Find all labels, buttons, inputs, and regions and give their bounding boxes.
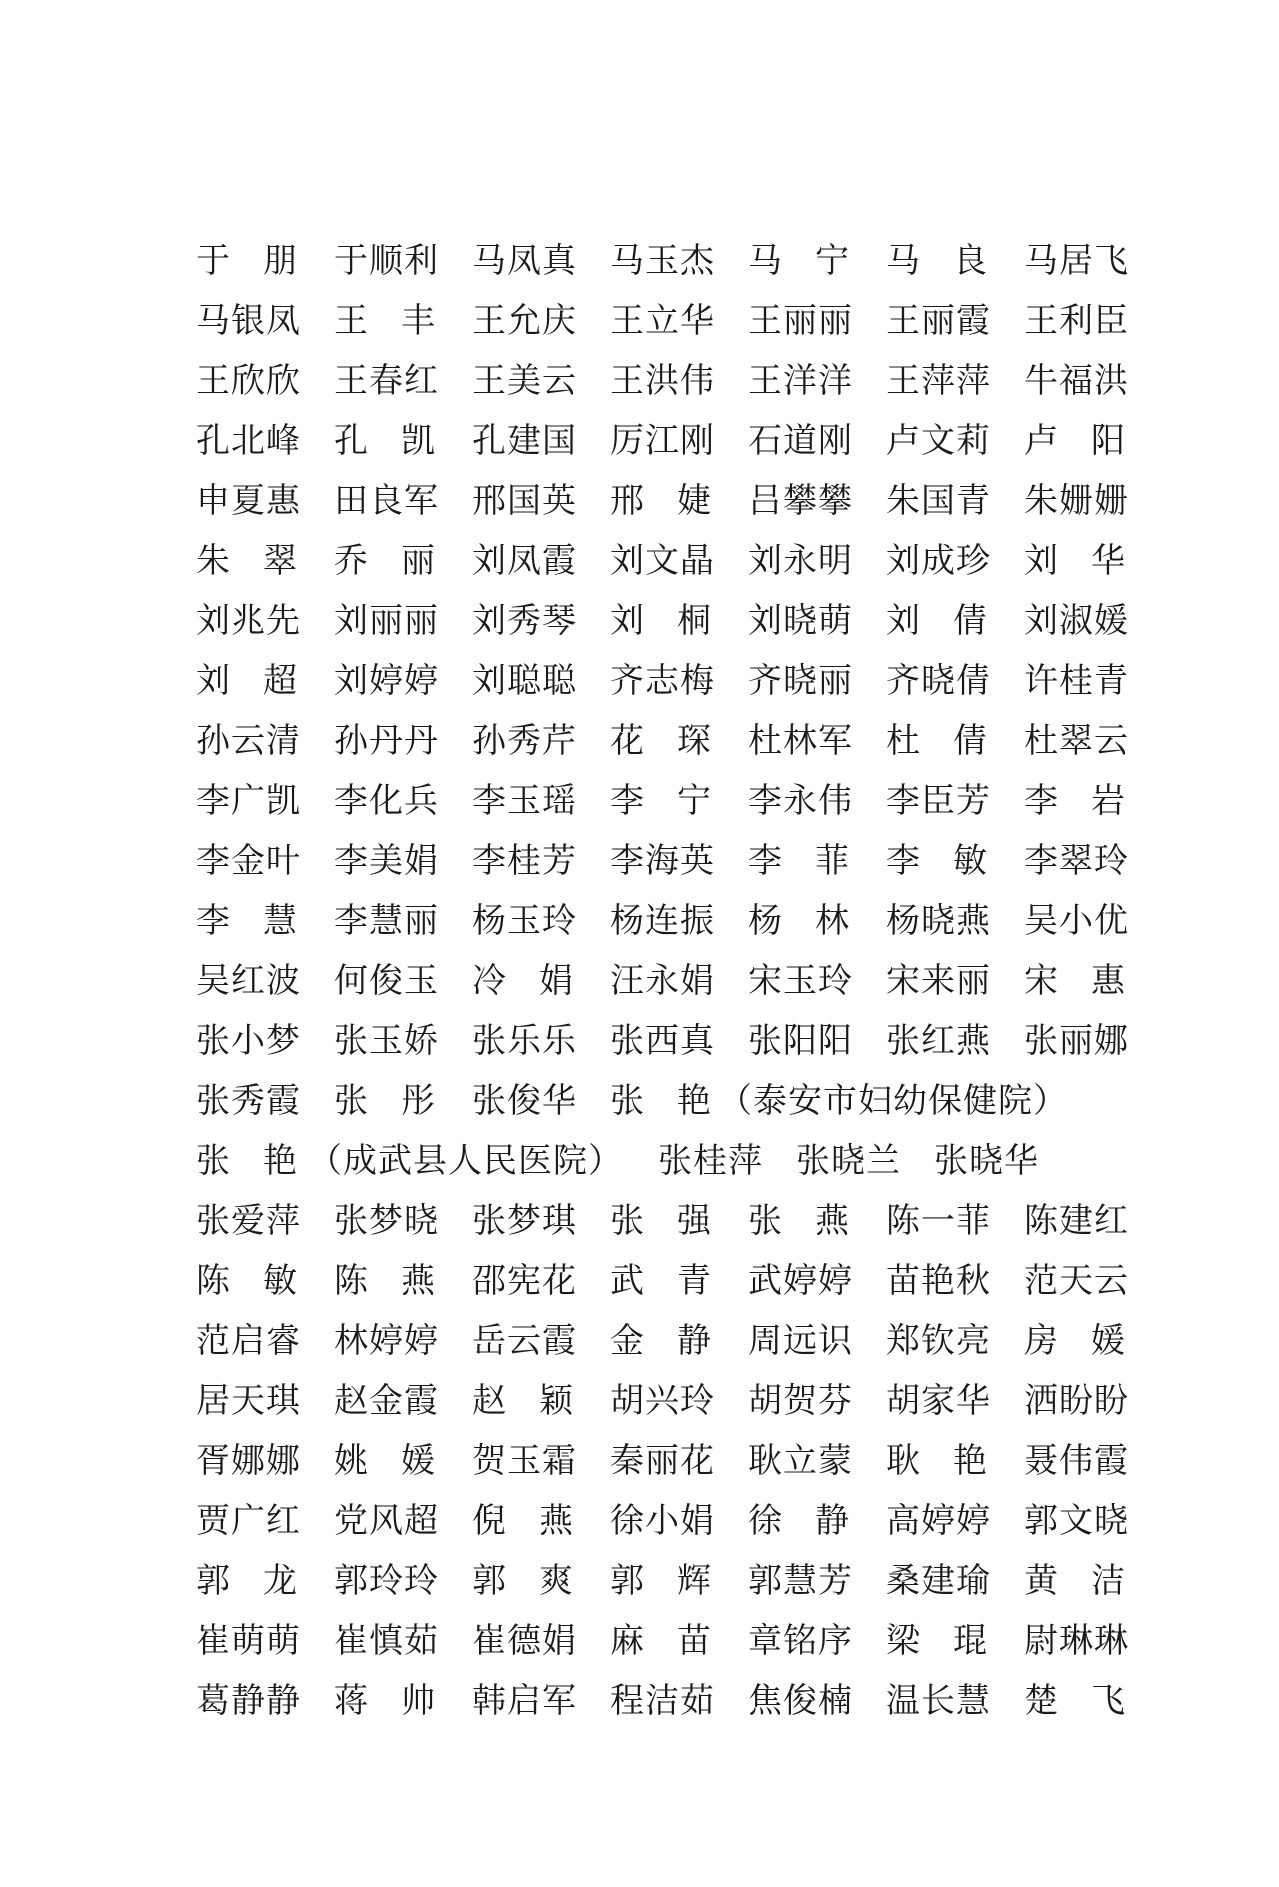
- name-row: [196, 777, 1136, 837]
- person-name: 张梦琪: [472, 1201, 577, 1241]
- person-name: 张爱萍: [196, 1201, 301, 1241]
- person-name: 王立华: [610, 301, 715, 341]
- person-name: 张阳阳: [748, 1021, 853, 1061]
- person-name: 孙云清: [196, 721, 301, 761]
- person-name: 孔 凯: [334, 421, 436, 461]
- person-name: 杨玉玲: [472, 901, 577, 941]
- person-name: 田良军: [334, 481, 439, 521]
- person-name: 胡贺芬: [748, 1381, 853, 1421]
- person-name: 齐志梅: [610, 661, 715, 701]
- person-name: 朱姗姗: [1024, 481, 1129, 521]
- person-name: 秦丽花: [610, 1441, 715, 1481]
- person-name: 王春红: [334, 361, 439, 401]
- person-name: 汪永娟: [610, 961, 715, 1001]
- name-row: [196, 1557, 1136, 1617]
- person-name: 耿 艳: [886, 1441, 988, 1481]
- person-name: 胥娜娜: [196, 1441, 301, 1481]
- person-name: 张小梦: [196, 1021, 301, 1061]
- person-name: 尉琳琳: [1024, 1621, 1129, 1661]
- person-name: 张玉娇: [334, 1021, 439, 1061]
- person-name: 刘丽丽: [334, 601, 439, 641]
- person-name: 林婷婷: [334, 1321, 439, 1361]
- person-name: 李 菲: [748, 841, 850, 881]
- person-name: 于 朋: [196, 241, 298, 281]
- person-name: 张西真: [610, 1021, 715, 1061]
- affiliation-note: （成武县人民医院）: [308, 1141, 623, 1181]
- person-name: 苗艳秋: [886, 1261, 991, 1301]
- person-name: 宋玉玲: [748, 961, 853, 1001]
- person-name: 杨连振: [610, 901, 715, 941]
- person-name: 梁 琨: [886, 1621, 988, 1661]
- person-name: 程洁茹: [610, 1681, 715, 1721]
- person-name: 卢文莉: [886, 421, 991, 461]
- person-name: 马 宁: [748, 241, 850, 281]
- person-name: 郭玲玲: [334, 1561, 439, 1601]
- name-row: [196, 1077, 1136, 1137]
- name-row: [196, 357, 1136, 417]
- person-name: 麻 苗: [610, 1621, 712, 1661]
- person-name: 孔建国: [472, 421, 577, 461]
- person-name: 李臣芳: [886, 781, 991, 821]
- person-name: 居天琪: [196, 1381, 301, 1421]
- person-name: 刘 倩: [886, 601, 988, 641]
- person-name: 花 琛: [610, 721, 712, 761]
- person-name: 杜翠云: [1024, 721, 1129, 761]
- person-name: 王洪伟: [610, 361, 715, 401]
- person-name: 石道刚: [748, 421, 853, 461]
- person-name: 张红燕: [886, 1021, 991, 1061]
- person-name: 吴小优: [1024, 901, 1129, 941]
- person-name: 杨 林: [748, 901, 850, 941]
- person-name: 倪 燕: [472, 1501, 574, 1541]
- person-name: 马玉杰: [610, 241, 715, 281]
- name-row: [196, 1497, 1136, 1557]
- person-name: 乔 丽: [334, 541, 436, 581]
- person-name: 刘文晶: [610, 541, 715, 581]
- person-name: 许桂青: [1024, 661, 1129, 701]
- person-name: 王萍萍: [886, 361, 991, 401]
- person-name: 张 艳: [610, 1081, 712, 1121]
- person-name: 李永伟: [748, 781, 853, 821]
- person-name: 刘聪聪: [472, 661, 577, 701]
- person-name: 陈一菲: [886, 1201, 991, 1241]
- name-row: [196, 837, 1136, 897]
- person-name: 桑建瑜: [886, 1561, 991, 1601]
- person-name: 黄 洁: [1024, 1561, 1126, 1601]
- person-name: 张丽娜: [1024, 1021, 1129, 1061]
- name-row: [196, 1437, 1136, 1497]
- person-name: 李慧丽: [334, 901, 439, 941]
- name-list: [196, 237, 1136, 1737]
- person-name: 吕攀攀: [748, 481, 853, 521]
- person-name: 张梦晓: [334, 1201, 439, 1241]
- name-row: [196, 1017, 1136, 1077]
- person-name: 王允庆: [472, 301, 577, 341]
- person-name: 张 强: [610, 1201, 712, 1241]
- person-name: 崔萌萌: [196, 1621, 301, 1661]
- person-name: 马居飞: [1024, 241, 1129, 281]
- person-name: 厉江刚: [610, 421, 715, 461]
- person-name: 党风超: [334, 1501, 439, 1541]
- person-name: 郭 爽: [472, 1561, 574, 1601]
- person-name: 李 敏: [886, 841, 988, 881]
- person-name: 王美云: [472, 361, 577, 401]
- person-name: 王利臣: [1024, 301, 1129, 341]
- person-name: 齐晓丽: [748, 661, 853, 701]
- person-name: 张桂萍: [658, 1141, 763, 1181]
- person-name: 齐晓倩: [886, 661, 991, 701]
- person-name: 蒋 帅: [334, 1681, 436, 1721]
- person-name: 李桂芳: [472, 841, 577, 881]
- name-row: [196, 597, 1136, 657]
- person-name: 刘 桐: [610, 601, 712, 641]
- name-row: [196, 1377, 1136, 1437]
- person-name: 朱 翠: [196, 541, 298, 581]
- person-name: 杜 倩: [886, 721, 988, 761]
- person-name: 张晓华: [934, 1141, 1039, 1181]
- person-name: 高婷婷: [886, 1501, 991, 1541]
- person-name: 房 媛: [1024, 1321, 1126, 1361]
- person-name: 马银凤: [196, 301, 301, 341]
- person-name: 张秀霞: [196, 1081, 301, 1121]
- person-name: 范天云: [1024, 1261, 1129, 1301]
- person-name: 杨晓燕: [886, 901, 991, 941]
- person-name: 周远识: [748, 1321, 853, 1361]
- person-name: 宋来丽: [886, 961, 991, 1001]
- person-name: 金 静: [610, 1321, 712, 1361]
- person-name: 王洋洋: [748, 361, 853, 401]
- person-name: 刘兆先: [196, 601, 301, 641]
- person-name: 郭文晓: [1024, 1501, 1129, 1541]
- person-name: 李美娟: [334, 841, 439, 881]
- person-name: 刘 超: [196, 661, 298, 701]
- person-name: 陈建红: [1024, 1201, 1129, 1241]
- person-name: 牛福洪: [1024, 361, 1129, 401]
- person-name: 王 丰: [334, 301, 436, 341]
- name-row: [196, 717, 1136, 777]
- person-name: 贺玉霜: [472, 1441, 577, 1481]
- person-name: 刘成珍: [886, 541, 991, 581]
- name-row: [196, 897, 1136, 957]
- person-name: 王丽霞: [886, 301, 991, 341]
- person-name: 张俊华: [472, 1081, 577, 1121]
- person-name: 崔德娟: [472, 1621, 577, 1661]
- person-name: 刘凤霞: [472, 541, 577, 581]
- person-name: 胡家华: [886, 1381, 991, 1421]
- person-name: 楚 飞: [1024, 1681, 1126, 1721]
- person-name: 郭 辉: [610, 1561, 712, 1601]
- person-name: 马凤真: [472, 241, 577, 281]
- person-name: 张 彤: [334, 1081, 436, 1121]
- person-name: 李化兵: [334, 781, 439, 821]
- name-row: [196, 1617, 1136, 1677]
- person-name: 刘永明: [748, 541, 853, 581]
- person-name: 贾广红: [196, 1501, 301, 1541]
- person-name: 韩启军: [472, 1681, 577, 1721]
- person-name: 焦俊楠: [748, 1681, 853, 1721]
- name-row: [196, 1317, 1136, 1377]
- name-row: [196, 297, 1136, 357]
- person-name: 陈 燕: [334, 1261, 436, 1301]
- person-name: 范启睿: [196, 1321, 301, 1361]
- person-name: 吴红波: [196, 961, 301, 1001]
- person-name: 赵金霞: [334, 1381, 439, 1421]
- name-row: [196, 417, 1136, 477]
- person-name: 赵 颖: [472, 1381, 574, 1421]
- person-name: 冷 娟: [472, 961, 574, 1001]
- name-row: [196, 657, 1136, 717]
- person-name: 岳云霞: [472, 1321, 577, 1361]
- person-name: 邢国英: [472, 481, 577, 521]
- person-name: 武婷婷: [748, 1261, 853, 1301]
- person-name: 章铭序: [748, 1621, 853, 1661]
- person-name: 李 宁: [610, 781, 712, 821]
- person-name: 李广凯: [196, 781, 301, 821]
- person-name: 张乐乐: [472, 1021, 577, 1061]
- name-row: [196, 1677, 1136, 1737]
- person-name: 李 岩: [1024, 781, 1126, 821]
- person-name: 李 慧: [196, 901, 298, 941]
- person-name: 张 燕: [748, 1201, 850, 1241]
- name-row: [196, 957, 1136, 1017]
- person-name: 张晓兰: [796, 1141, 901, 1181]
- person-name: 李海英: [610, 841, 715, 881]
- person-name: 郑钦亮: [886, 1321, 991, 1361]
- person-name: 聂伟霞: [1024, 1441, 1129, 1481]
- person-name: 马 良: [886, 241, 988, 281]
- person-name: 姚 媛: [334, 1441, 436, 1481]
- person-name: 朱国青: [886, 481, 991, 521]
- affiliation-note: （泰安市妇幼保健院）: [718, 1081, 1068, 1121]
- person-name: 徐小娟: [610, 1501, 715, 1541]
- person-name: 郭慧芳: [748, 1561, 853, 1601]
- person-name: 武 青: [610, 1261, 712, 1301]
- person-name: 孙丹丹: [334, 721, 439, 761]
- person-name: 刘淑媛: [1024, 601, 1129, 641]
- person-name: 刘秀琴: [472, 601, 577, 641]
- person-name: 胡兴玲: [610, 1381, 715, 1421]
- person-name: 孔北峰: [196, 421, 301, 461]
- person-name: 孙秀芹: [472, 721, 577, 761]
- name-row: [196, 537, 1136, 597]
- person-name: 徐 静: [748, 1501, 850, 1541]
- person-name: 宋 惠: [1024, 961, 1126, 1001]
- person-name: 耿立蒙: [748, 1441, 853, 1481]
- person-name: 申夏惠: [196, 481, 301, 521]
- person-name: 王欣欣: [196, 361, 301, 401]
- person-name: 洒盼盼: [1024, 1381, 1129, 1421]
- person-name: 李金叶: [196, 841, 301, 881]
- name-row: [196, 237, 1136, 297]
- person-name: 郭 龙: [196, 1561, 298, 1601]
- person-name: 刘晓萌: [748, 601, 853, 641]
- person-name: 刘 华: [1024, 541, 1126, 581]
- person-name: 张 艳: [196, 1141, 298, 1181]
- person-name: 刘婷婷: [334, 661, 439, 701]
- person-name: 杜林军: [748, 721, 853, 761]
- name-row: [196, 1137, 1136, 1197]
- person-name: 李翠玲: [1024, 841, 1129, 881]
- person-name: 温长慧: [886, 1681, 991, 1721]
- person-name: 邢 婕: [610, 481, 712, 521]
- person-name: 何俊玉: [334, 961, 439, 1001]
- person-name: 葛静静: [196, 1681, 301, 1721]
- name-row: [196, 1257, 1136, 1317]
- person-name: 李玉瑶: [472, 781, 577, 821]
- name-row: [196, 1197, 1136, 1257]
- name-row: [196, 477, 1136, 537]
- person-name: 于顺利: [334, 241, 439, 281]
- person-name: 卢 阳: [1024, 421, 1126, 461]
- person-name: 崔慎茹: [334, 1621, 439, 1661]
- person-name: 陈 敏: [196, 1261, 298, 1301]
- person-name: 邵宪花: [472, 1261, 577, 1301]
- person-name: 王丽丽: [748, 301, 853, 341]
